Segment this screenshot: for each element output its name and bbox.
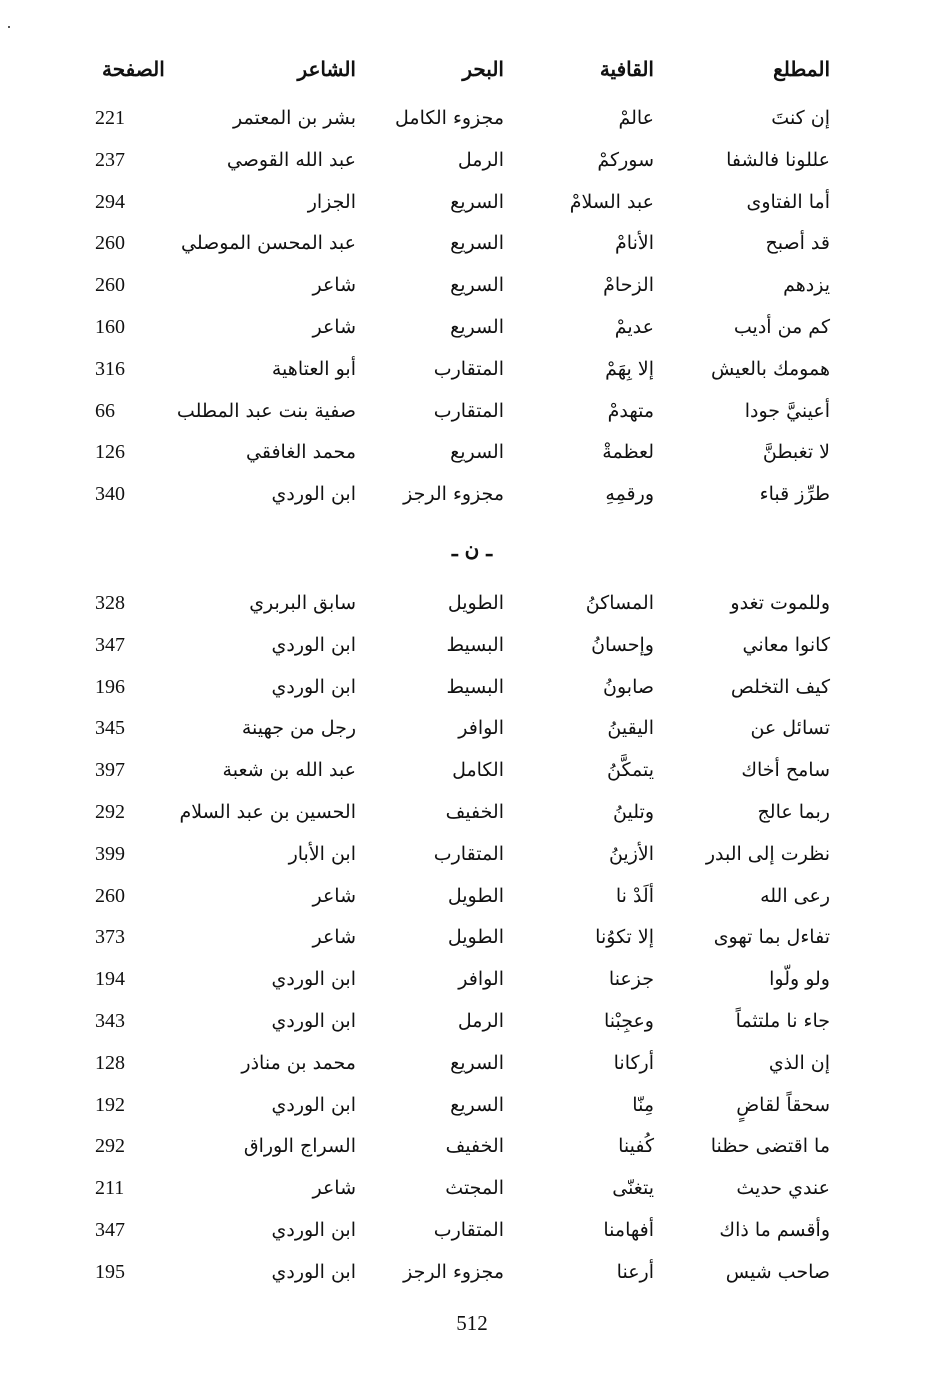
cell-page: 316 <box>95 357 125 380</box>
scan-speck <box>8 26 10 28</box>
cell-qafia: يتمكَّنُ <box>607 759 654 782</box>
cell-bahr: الكامل <box>452 759 504 782</box>
cell-qafia: وإحسانُ <box>591 633 654 656</box>
cell-shaer: ابن الوردي <box>271 968 356 991</box>
header-shaer: الشاعر <box>297 57 356 81</box>
cell-bahr: المتقارب <box>433 357 504 380</box>
cell-matla: عندي حديث <box>736 1177 830 1200</box>
cell-page: 340 <box>95 483 125 506</box>
cell-bahr: الخفيف <box>445 801 504 823</box>
table-header <box>0 48 944 90</box>
table-row <box>0 1209 944 1251</box>
table-row <box>0 791 944 833</box>
table-row <box>0 139 944 181</box>
table-row <box>0 390 944 432</box>
cell-bahr: الطويل <box>447 884 504 907</box>
cell-shaer: عبد الله القوصي <box>226 148 356 171</box>
cell-matla: صاحب شيس <box>725 1260 830 1283</box>
cell-matla: وللموت تغدو <box>730 592 830 614</box>
header-bahr: البحر <box>462 57 504 81</box>
cell-page: 343 <box>95 1010 125 1032</box>
header-qafia: القافية <box>599 57 654 81</box>
cell-qafia: ألَدْ نا <box>615 884 654 907</box>
cell-bahr: المجتث <box>445 1177 504 1200</box>
table-row <box>0 1167 944 1209</box>
cell-qafia: سوركمْ <box>597 148 654 171</box>
table-row <box>0 833 944 875</box>
cell-qafia: أفهامنا <box>603 1219 654 1241</box>
cell-matla: عللونا فالشفا <box>726 148 830 171</box>
cell-page: 292 <box>95 801 125 823</box>
cell-shaer: شاعر <box>312 926 356 949</box>
header-matla: المطلع <box>773 57 830 81</box>
section-letter: ـ ن ـ <box>451 537 493 561</box>
cell-bahr: مجزوء الرجز <box>403 1260 504 1283</box>
cell-bahr: السريع <box>450 316 504 338</box>
cell-qafia: المساكنُ <box>585 592 654 614</box>
cell-bahr: السريع <box>450 232 504 255</box>
cell-matla: تسائل عن <box>750 717 830 740</box>
cell-page: 126 <box>95 441 125 464</box>
table-row <box>0 749 944 791</box>
cell-qafia: عبد السلامْ <box>569 190 654 213</box>
cell-bahr: المتقارب <box>433 842 504 865</box>
cell-page: 192 <box>95 1093 125 1116</box>
cell-shaer: رجل من جهينة <box>241 717 356 740</box>
cell-matla: كانوا معاني <box>742 633 830 656</box>
cell-qafia: وتلينُ <box>613 801 654 823</box>
cell-page: 260 <box>95 232 125 255</box>
cell-bahr: الوافر <box>458 968 504 991</box>
cell-qafia: الزحامْ <box>603 274 654 297</box>
table-row <box>0 958 944 1000</box>
cell-qafia: متهدمْ <box>607 399 654 422</box>
cell-bahr: السريع <box>450 441 504 464</box>
table-row <box>0 916 944 958</box>
cell-shaer: الجزار <box>307 190 356 213</box>
cell-matla: أما الفتاوى <box>746 190 830 213</box>
cell-matla: إن الذي <box>768 1051 830 1074</box>
cell-matla: ولو ولّوا <box>769 968 830 991</box>
cell-qafia: إلا بِهَمْ <box>605 357 654 380</box>
cell-qafia: أركانا <box>613 1051 654 1074</box>
page-number: 512 <box>456 1311 488 1335</box>
cell-qafia: مِنّا <box>632 1093 654 1116</box>
cell-matla: سحقاً لقاضٍ <box>736 1093 830 1116</box>
table-row <box>0 666 944 708</box>
cell-page: 211 <box>95 1177 125 1200</box>
cell-shaer: شاعر <box>312 1177 356 1200</box>
cell-bahr: المتقارب <box>433 399 504 422</box>
cell-bahr: مجزوء الرجز <box>403 483 504 506</box>
cell-shaer: سابق البربري <box>249 592 356 614</box>
table-row <box>0 473 944 515</box>
table-row <box>0 582 944 624</box>
cell-matla: كيف التخلص <box>730 675 830 698</box>
cell-page: 292 <box>95 1135 125 1158</box>
cell-bahr: الخفيف <box>445 1135 504 1158</box>
table-row <box>0 875 944 917</box>
table-row <box>0 264 944 306</box>
cell-qafia: عديمْ <box>614 316 654 338</box>
cell-bahr: السريع <box>450 1093 504 1116</box>
table-row <box>0 348 944 390</box>
cell-matla: كم من أديب <box>733 316 830 338</box>
cell-shaer: صفية بنت عبد المطلب <box>176 399 356 422</box>
cell-matla: أعينيَّ جودا <box>744 399 830 422</box>
cell-matla: وأقسم ما ذاك <box>719 1219 830 1241</box>
cell-page: 128 <box>95 1051 125 1074</box>
cell-shaer: ابن الوردي <box>271 1260 356 1283</box>
cell-page: 347 <box>95 1219 125 1241</box>
cell-qafia: عالمْ <box>618 107 654 129</box>
cell-bahr: السريع <box>450 190 504 213</box>
cell-page: 397 <box>95 759 125 782</box>
cell-bahr: الوافر <box>458 717 504 740</box>
cell-page: 345 <box>95 717 125 740</box>
cell-bahr: السريع <box>450 1051 504 1074</box>
cell-page: 399 <box>95 842 125 865</box>
cell-shaer: عبد الله بن شعبة <box>222 759 356 782</box>
cell-matla: يزدهم <box>783 274 830 297</box>
cell-page: 196 <box>95 675 125 698</box>
cell-shaer: ابن الوردي <box>271 675 356 698</box>
cell-shaer: محمد بن مناذر <box>241 1051 356 1074</box>
cell-shaer: أبو العتاهية <box>271 357 356 380</box>
table-row <box>0 1251 944 1293</box>
cell-matla: همومك بالعيش <box>710 357 830 380</box>
cell-shaer: الحسين بن عبد السلام <box>179 801 356 823</box>
cell-qafia: صابونُ <box>603 675 654 698</box>
cell-qafia: الأنامْ <box>615 232 654 255</box>
cell-page: 373 <box>95 926 125 949</box>
cell-page: 260 <box>95 274 125 297</box>
cell-page: 195 <box>95 1260 125 1283</box>
cell-page: 294 <box>95 190 125 213</box>
table-row <box>0 707 944 749</box>
table-row <box>0 222 944 264</box>
cell-matla: رعى الله <box>760 884 830 907</box>
cell-matla: تفاءل بما تهوى <box>713 926 830 949</box>
cell-matla: إن كنتَ <box>771 107 830 129</box>
cell-matla: سامح أخاك <box>741 759 830 782</box>
cell-matla: ما اقتضى حظنا <box>710 1135 830 1158</box>
cell-bahr: البسيط <box>446 675 504 698</box>
cell-qafia: جزعنا <box>608 968 654 991</box>
cell-shaer: محمد الغافقي <box>246 441 356 464</box>
cell-matla: نظرت إلى البدر <box>705 842 830 865</box>
cell-matla: ربما عالج <box>757 801 830 823</box>
cell-qafia: الأزينُ <box>608 842 654 865</box>
cell-bahr: الرمل <box>457 148 504 171</box>
cell-shaer: ابن الوردي <box>271 1093 356 1116</box>
cell-matla: طرِّز قباء <box>759 483 830 506</box>
cell-shaer: ابن الوردي <box>271 1010 356 1032</box>
cell-shaer: السراج الوراق <box>243 1135 356 1158</box>
cell-shaer: ابن الوردي <box>271 483 356 506</box>
cell-bahr: مجزوء الكامل <box>395 107 504 129</box>
cell-page: 221 <box>95 107 125 129</box>
table-row <box>0 1125 944 1167</box>
cell-shaer: ابن الأبار <box>288 842 356 865</box>
header-page: الصفحة <box>102 57 165 81</box>
cell-matla: لا تغبطنَّ <box>762 441 830 464</box>
cell-bahr: البسيط <box>446 633 504 656</box>
cell-matla: جاء نا ملتثماً <box>735 1010 830 1032</box>
cell-shaer: عبد المحسن الموصلي <box>181 232 356 255</box>
cell-qafia: يتغنّى <box>612 1177 654 1200</box>
table-row <box>0 1084 944 1126</box>
cell-page: 347 <box>95 633 125 656</box>
cell-bahr: المتقارب <box>433 1219 504 1241</box>
cell-shaer: شاعر <box>312 316 356 338</box>
cell-shaer: بشر بن المعتمر <box>233 107 356 129</box>
cell-page: 66 <box>95 399 115 422</box>
cell-qafia: إلا تكوُنا <box>595 926 654 949</box>
table-row <box>0 97 944 139</box>
cell-page: 260 <box>95 884 125 907</box>
cell-shaer: ابن الوردي <box>271 1219 356 1241</box>
cell-qafia: اليقينُ <box>607 717 654 740</box>
table-row <box>0 181 944 223</box>
cell-shaer: شاعر <box>312 884 356 907</box>
cell-bahr: الطويل <box>447 926 504 949</box>
cell-qafia: كُفينا <box>618 1135 654 1158</box>
cell-matla: قد أصبح <box>765 232 830 255</box>
table-row <box>0 1042 944 1084</box>
table-row <box>0 306 944 348</box>
cell-page: 237 <box>95 148 125 171</box>
cell-qafia: وعجِبْنا <box>603 1010 654 1032</box>
table-row <box>0 1000 944 1042</box>
table-row <box>0 431 944 473</box>
table-row <box>0 624 944 666</box>
cell-page: 328 <box>95 592 125 614</box>
cell-qafia: لعظمةْ <box>602 441 654 464</box>
cell-qafia: ورقمِهِ <box>605 483 654 506</box>
cell-qafia: أرعنا <box>616 1260 654 1283</box>
cell-bahr: الطويل <box>447 592 504 614</box>
cell-page: 194 <box>95 968 125 991</box>
cell-page: 160 <box>95 316 125 338</box>
cell-bahr: السريع <box>450 274 504 297</box>
cell-shaer: ابن الوردي <box>271 633 356 656</box>
cell-shaer: شاعر <box>312 274 356 297</box>
cell-bahr: الرمل <box>457 1010 504 1032</box>
